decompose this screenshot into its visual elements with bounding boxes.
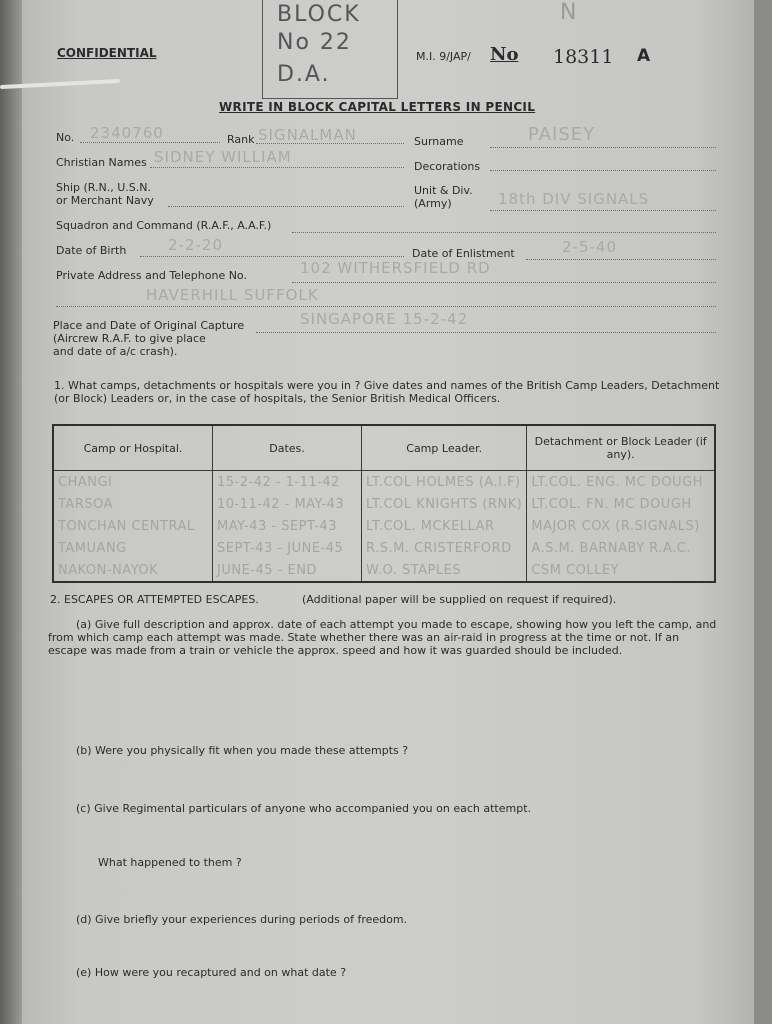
rank-value: SIGNALMAN: [258, 126, 357, 144]
address-label: Private Address and Telephone No.: [56, 269, 247, 282]
number-label: No: [490, 44, 519, 65]
table-cell: NAKON-NAYOK: [53, 559, 213, 582]
col-header-leader: Camp Leader.: [362, 425, 527, 471]
enlistment-label: Date of Enlistment: [412, 247, 515, 260]
stamp-line-1: BLOCK: [277, 2, 361, 27]
table-cell: SEPT-43 - JUNE-45: [213, 537, 362, 559]
ship-label-2: or Merchant Navy: [56, 194, 154, 207]
col-header-dates: Dates.: [213, 425, 362, 471]
table-cell: A.S.M. BARNABY R.A.C.: [527, 537, 715, 559]
service-no-label: No.: [56, 131, 75, 144]
enlistment-value: 2-5-40: [562, 238, 617, 256]
table-cell: JUNE-45 - END: [213, 559, 362, 582]
confidential-label: CONFIDENTIAL: [57, 46, 157, 60]
squadron-label: Squadron and Command (R.A.F., A.A.F.): [56, 219, 272, 232]
capture-label-1: Place and Date of Original Capture: [53, 319, 245, 332]
question-2b: (b) Were you physically fit when you made these attempts ?: [76, 744, 409, 757]
table-cell: LT.COL. MCKELLAR: [362, 515, 527, 537]
christian-names-line: [150, 167, 404, 168]
table-cell: CHANGI: [53, 471, 213, 494]
unit-label-2: (Army): [414, 197, 452, 210]
table-cell: MAY-43 - SEPT-43: [213, 515, 362, 537]
table-cell: LT.COL HOLMES (A.I.F): [362, 471, 527, 494]
surname-line: [490, 147, 716, 148]
escapes-heading: 2. ESCAPES OR ATTEMPTED ESCAPES.: [50, 593, 259, 606]
unit-label-1: Unit & Div.: [414, 184, 473, 197]
table-row: [53, 515, 715, 537]
surname-label: Surname: [414, 135, 464, 148]
address-line-2-rule: [56, 306, 716, 307]
rank-line: [256, 143, 404, 144]
dob-value: 2-2-20: [168, 236, 223, 254]
table-cell: TONCHAN CENTRAL: [53, 515, 213, 537]
table-cell: MAJOR COX (R.SIGNALS): [527, 515, 715, 537]
service-no-value: 2340760: [90, 124, 164, 142]
question-1: 1. What camps, detachments or hospitals were you in ? Give dates and names of the British Camp Leaders, Detachment (or Block) Leaders or, in the case of hospitals, the Senior British Medical Officers.: [54, 379, 720, 405]
decorations-line: [490, 170, 716, 171]
capture-value: SINGAPORE 15-2-42: [300, 310, 469, 328]
instruction-heading: WRITE IN BLOCK CAPITAL LETTERS IN PENCIL: [219, 100, 536, 114]
reference-code: M.I. 9/JAP/: [416, 50, 471, 63]
stamp-line-2: No 22: [277, 30, 352, 55]
question-2a: (a) Give full description and approx. date of each attempt you made to escape, showing how you left the camp, and from which camp each attempt was made. State whether there was an air-raid in progress at the time or not. If an escape was made from a train or vehicle the approx. speed and how it was guarded should be included.: [48, 618, 717, 657]
capture-label-3: and date of a/c crash).: [53, 345, 178, 358]
address-line-2: HAVERHILL SUFFOLK: [146, 286, 319, 304]
ship-label-1: Ship (R.N., U.S.N.: [56, 181, 151, 194]
escapes-heading-note: (Additional paper will be supplied on request if required).: [302, 593, 617, 606]
service-no-line: [80, 142, 220, 143]
capture-line: [256, 332, 716, 333]
enlistment-line: [526, 259, 716, 260]
table-cell: 15-2-42 - 1-11-42: [213, 471, 362, 494]
table-cell: TAMUANG: [53, 537, 213, 559]
christian-names-value: SIDNEY WILLIAM: [154, 148, 292, 166]
christian-names-label: Christian Names: [56, 156, 147, 169]
table-cell: 10-11-42 - MAY-43: [213, 493, 362, 515]
question-2e: (e) How were you recaptured and on what date ?: [76, 966, 347, 979]
table-cell: LT.COL. ENG. MC DOUGH: [527, 471, 715, 494]
table-row: [53, 493, 715, 515]
unit-line: [490, 210, 716, 211]
table-cell: TARSOA: [53, 493, 213, 515]
surname-value: PAISEY: [528, 124, 596, 145]
table-row: [53, 537, 715, 559]
table-cell: LT.COL. FN. MC DOUGH: [527, 493, 715, 515]
table-row: [53, 471, 715, 494]
camps-table: [52, 424, 716, 583]
corner-mark: N: [560, 0, 577, 25]
table-row: [53, 559, 715, 582]
table-cell: CSM COLLEY: [527, 559, 715, 582]
col-header-detachment: Detachment or Block Leader (if any).: [527, 425, 715, 471]
col-header-camp: Camp or Hospital.: [53, 425, 213, 471]
table-cell: W.O. STAPLES: [362, 559, 527, 582]
capture-label-2: (Aircrew R.A.F. to give place: [53, 332, 206, 345]
squadron-line: [292, 232, 716, 233]
question-2c: (c) Give Regimental particulars of anyone who accompanied you on each attempt.: [76, 802, 532, 815]
block-stamp: [262, 0, 398, 99]
table-cell: LT.COL KNIGHTS (RNK): [362, 493, 527, 515]
folder-edge-right: [754, 0, 772, 1024]
dob-label: Date of Birth: [56, 244, 127, 257]
folder-edge-left: [0, 0, 22, 1024]
unit-value: 18th DIV SIGNALS: [498, 190, 650, 208]
table-cell: R.S.M. CRISTERFORD: [362, 537, 527, 559]
stamp-line-3: D.A.: [277, 62, 331, 87]
rank-label: Rank: [227, 133, 255, 146]
address-line-1: 102 WITHERSFIELD RD: [300, 259, 491, 277]
form-number: 18311: [553, 46, 614, 68]
question-2c-followup: What happened to them ?: [98, 856, 242, 869]
dob-line: [140, 256, 404, 257]
form-number-suffix: A: [637, 46, 651, 66]
address-line-1-rule: [292, 282, 716, 283]
question-2d: (d) Give briefly your experiences during periods of freedom.: [76, 913, 408, 926]
decorations-label: Decorations: [414, 160, 481, 173]
ship-line: [168, 206, 404, 207]
